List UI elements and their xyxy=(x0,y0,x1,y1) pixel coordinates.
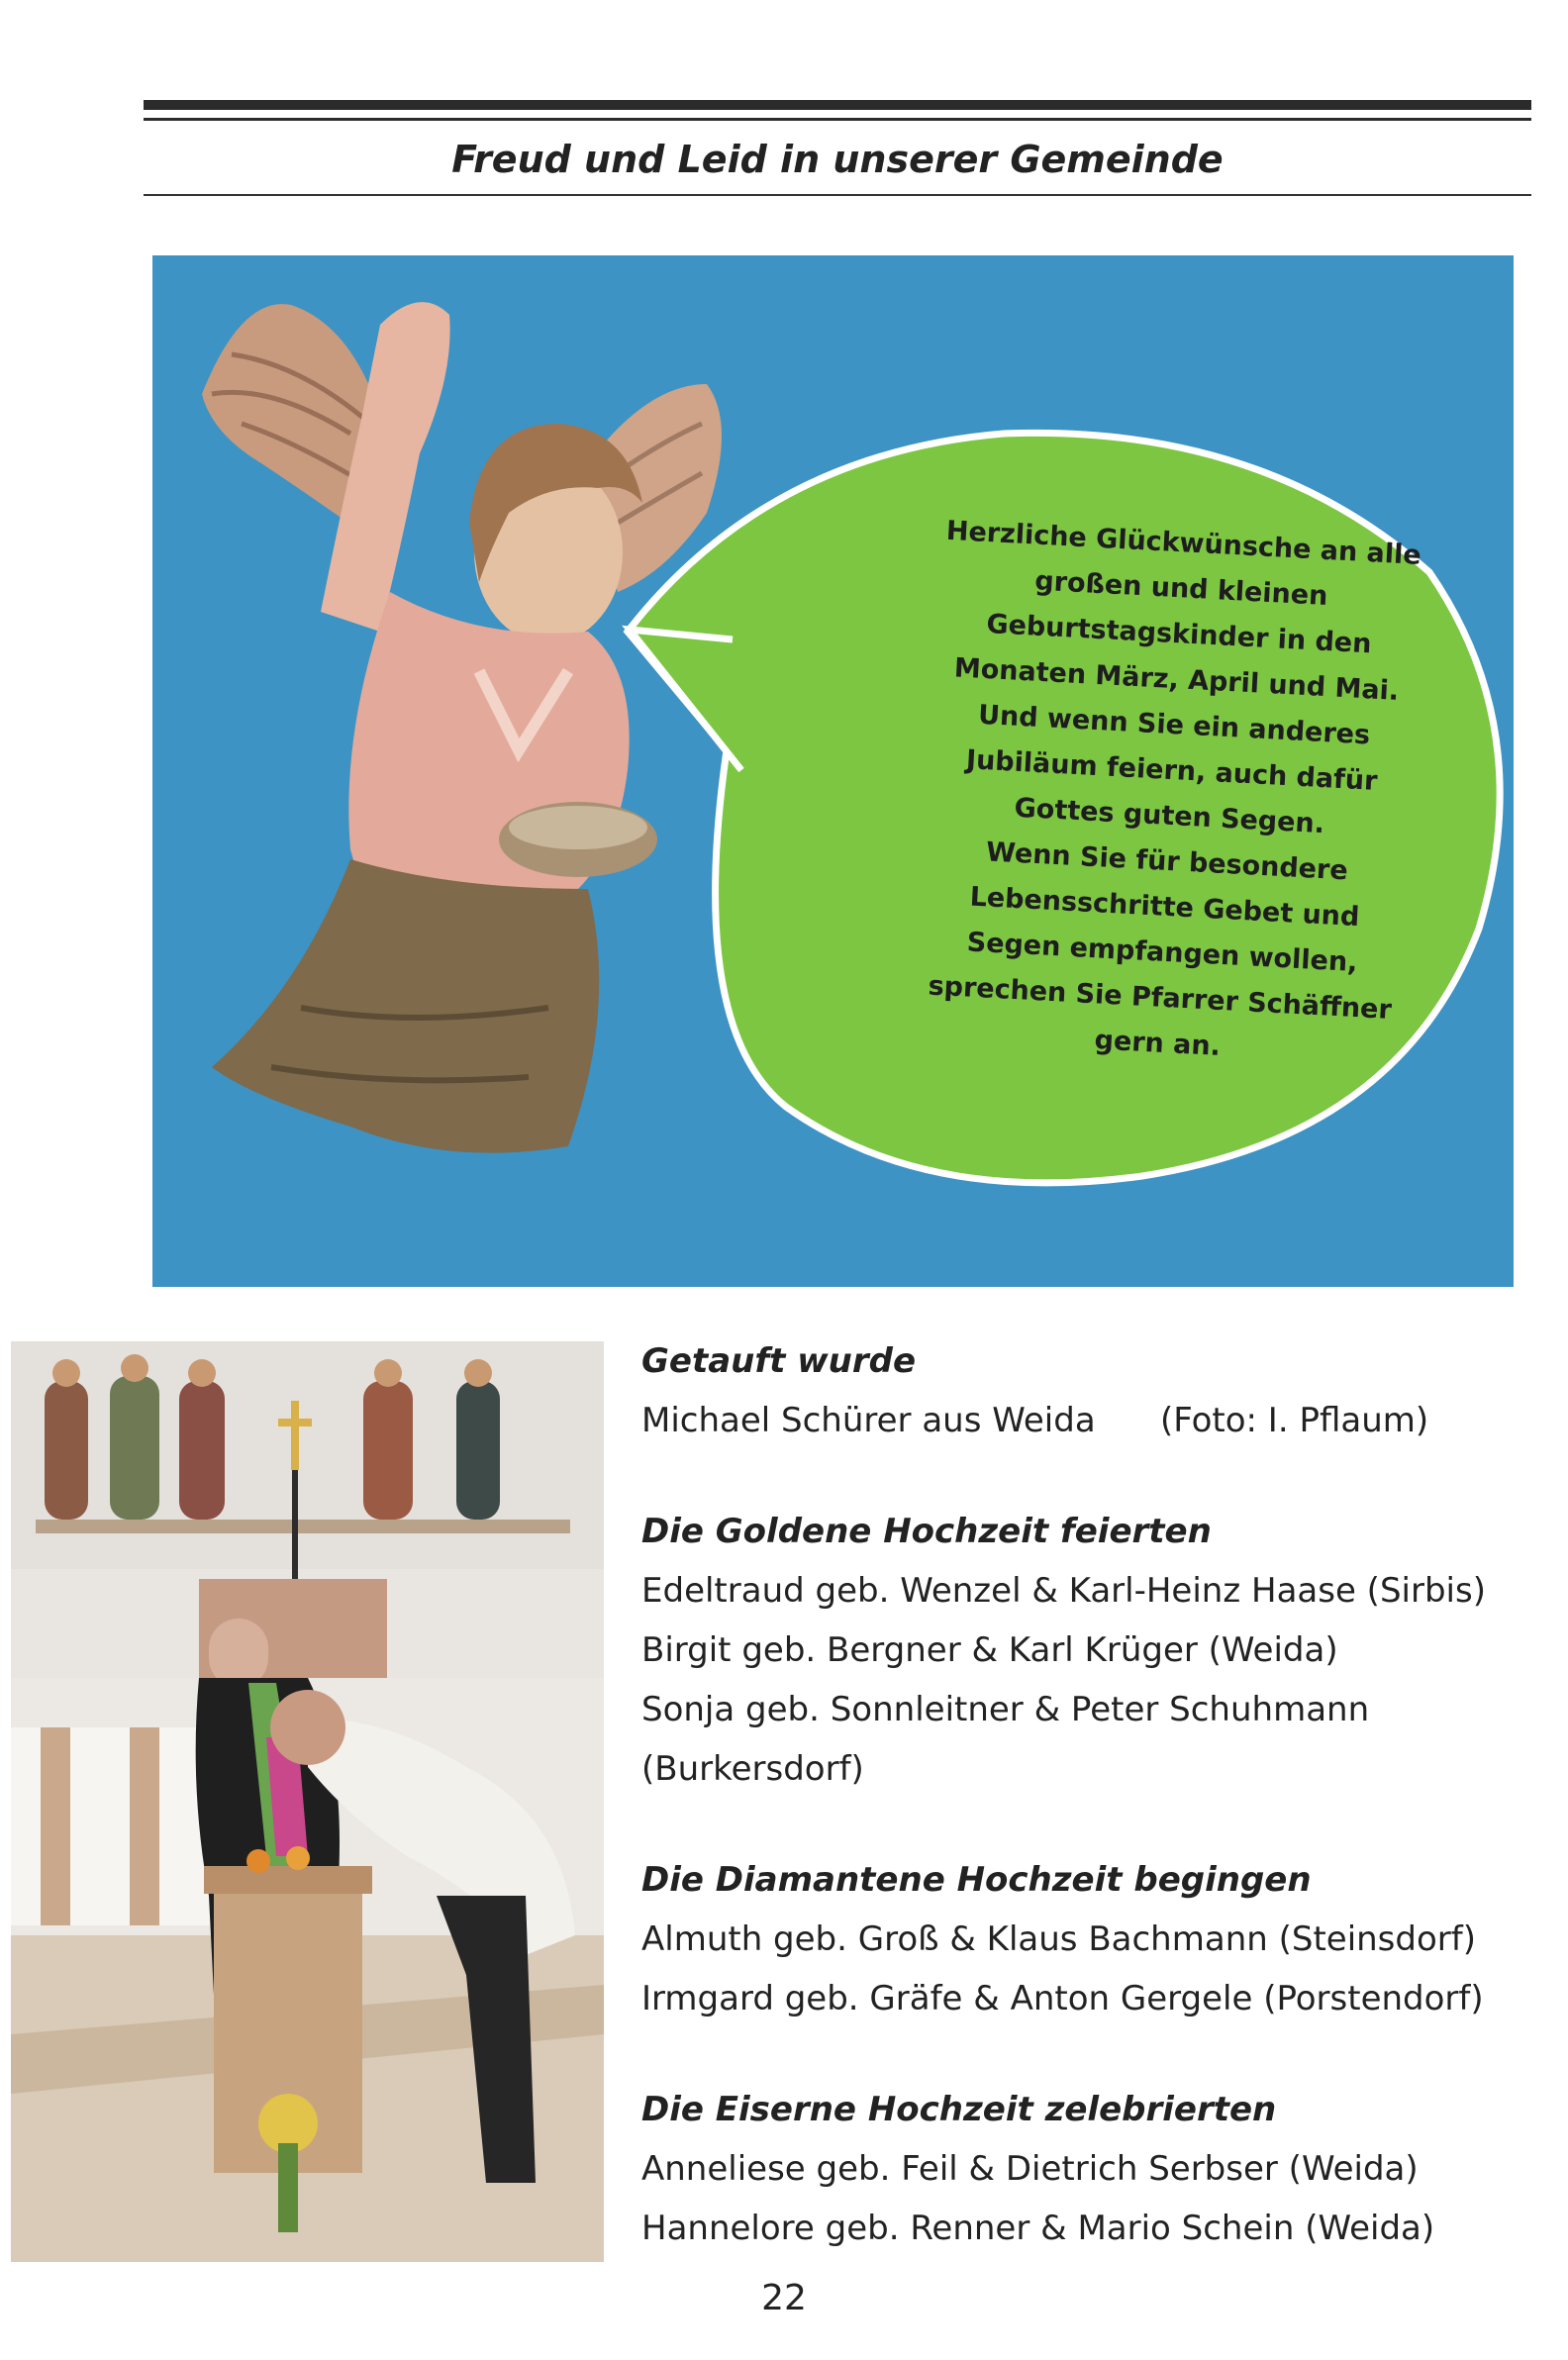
diamond-wedding-entry: Almuth geb. Groß & Klaus Bachmann (Steinsdorf) xyxy=(641,1919,1476,1959)
page-number: 22 xyxy=(761,2278,807,2318)
baptism-photo xyxy=(11,1341,604,2262)
golden-wedding-entry: Edeltraud geb. Wenzel & Karl-Heinz Haase (Sirbis) xyxy=(641,1571,1486,1611)
baptism-entry xyxy=(641,1391,1513,1450)
golden-wedding-entry: Birgit geb. Bergner & Karl Krüger (Weida) xyxy=(641,1630,1338,1670)
bubble-line: Jubiläum feiern, auch dafür xyxy=(965,744,1379,797)
bubble-line: Gottes guten Segen. xyxy=(1013,792,1325,840)
bubble-line: Herzliche Glückwünsche an alle xyxy=(945,515,1422,571)
bubble-line: Und wenn Sie ein anderes xyxy=(977,699,1371,751)
header-rule-thick xyxy=(144,100,1531,110)
announcements xyxy=(641,1331,1513,2258)
bubble-line: Monaten März, April und Mai. xyxy=(953,652,1400,707)
bubble-line: Segen empfangen wollen, xyxy=(966,927,1359,979)
bubble-line: Lebensschritte Gebet und xyxy=(968,881,1361,934)
angel-illustration-panel xyxy=(152,255,1514,1287)
bubble-line: Geburtstagskinder in den xyxy=(985,609,1373,660)
section-heading-golden-wedding: Die Goldene Hochzeit feierten xyxy=(641,1512,1212,1551)
diamond-wedding-entry: Irmgard geb. Gräfe & Anton Gergele (Porstendorf) xyxy=(641,1979,1484,2018)
photo-credit: (Foto: I. Pflaum) xyxy=(1160,1401,1429,1440)
iron-wedding-entry: Anneliese geb. Feil & Dietrich Serbser (Weida) xyxy=(641,2149,1419,2189)
bubble-line: großen und kleinen xyxy=(1033,565,1329,613)
header-rule-bottom xyxy=(144,194,1531,196)
page-title: Freud und Leid in unserer Gemeinde xyxy=(451,138,1224,181)
header-rule-thin xyxy=(144,118,1531,121)
iron-wedding-entry: Hannelore geb. Renner & Mario Schein (Weida) xyxy=(641,2209,1435,2248)
golden-wedding-entry: Sonja geb. Sonnleitner & Peter Schuhmann xyxy=(641,1690,1370,1729)
golden-wedding-entry: (Burkersdorf) xyxy=(641,1749,864,1789)
section-heading-diamond-wedding: Die Diamantene Hochzeit begingen xyxy=(641,1860,1312,1900)
bubble-line: Wenn Sie für besondere xyxy=(985,836,1349,887)
section-heading-iron-wedding: Die Eiserne Hochzeit zelebrierten xyxy=(641,2090,1277,2129)
entry-text: Michael Schürer aus Weida xyxy=(641,1401,1096,1440)
bubble-line: sprechen Sie Pfarrer Schäffner xyxy=(927,970,1393,1026)
bubble-line: gern an. xyxy=(1093,1025,1222,1062)
section-heading-baptism: Getauft wurde xyxy=(641,1341,917,1381)
speech-bubble-text xyxy=(852,505,1489,1082)
